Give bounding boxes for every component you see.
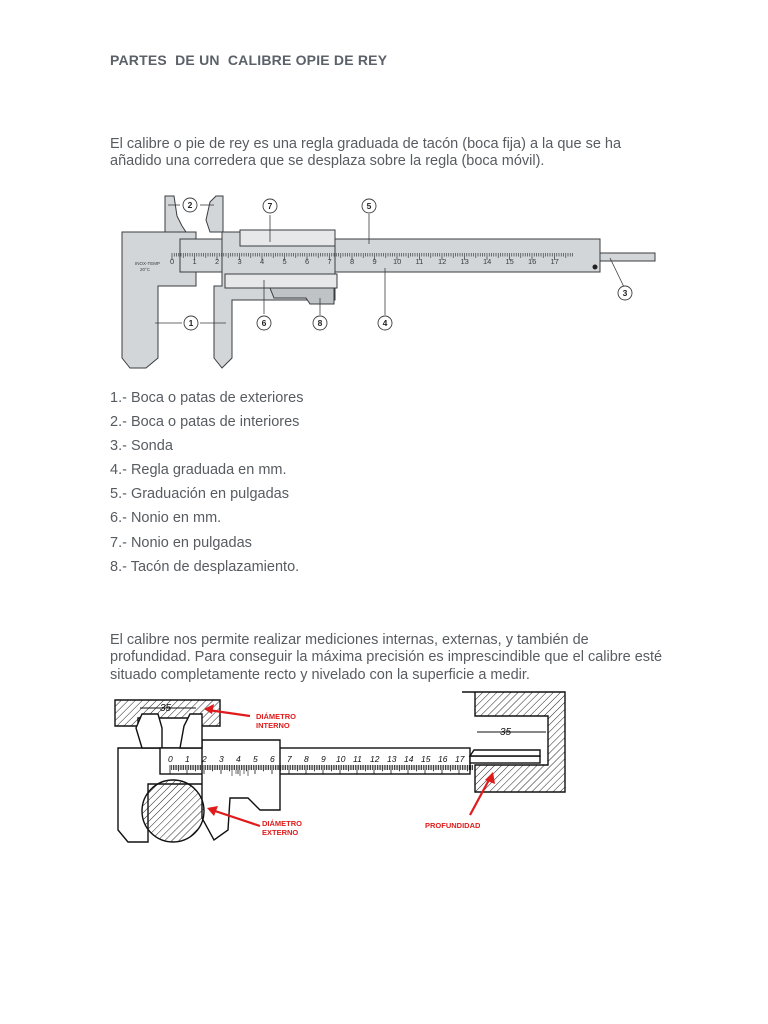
scale-number: 7 (327, 257, 332, 266)
dimension-right: 35 (500, 727, 512, 738)
scale-number: 13 (460, 257, 469, 266)
scale-number: 8 (304, 754, 309, 764)
scale-number: 15 (505, 257, 514, 266)
list-item: 1.- Boca o patas de exteriores (110, 390, 304, 406)
scale-number: 10 (336, 754, 346, 764)
list-item: 8.- Tacón de desplazamiento. (110, 558, 300, 575)
callout-2: 2 (187, 200, 193, 210)
scale-number: 14 (404, 754, 414, 764)
label-external-2: EXTERNO (262, 828, 299, 837)
scale-number: 3 (237, 257, 242, 266)
dimension-left: 35 (160, 703, 172, 714)
scale-number: 2 (215, 257, 220, 266)
scale-number: 6 (270, 754, 275, 764)
scale-number: 9 (321, 754, 326, 764)
callout-6: 6 (261, 318, 267, 328)
scale-number: 10 (393, 257, 402, 266)
label-internal-1: DIÁMETRO (256, 712, 296, 721)
scale-number: 4 (260, 257, 265, 266)
scale-number: 5 (253, 754, 258, 764)
scale-number: 17 (455, 754, 465, 764)
parts-list (110, 389, 303, 582)
scale-number: 14 (483, 257, 492, 266)
callout-4: 4 (382, 318, 388, 328)
list-item: 5.- Graduación en pulgadas (110, 486, 289, 503)
svg-text:INOX-TEMP: INOX-TEMP (135, 261, 161, 266)
scale-number: 3 (219, 754, 224, 764)
scale-number: 2 (202, 754, 207, 764)
caliper-parts-figure (110, 190, 670, 375)
label-external-1: DIÁMETRO (262, 819, 302, 828)
scale-number: 11 (353, 754, 362, 764)
svg-text:20°C: 20°C (140, 267, 151, 272)
scale-number: 8 (350, 257, 355, 266)
usage-paragraph: El calibre nos permite realizar mediciones internas, externas, y también de profundidad. Para conseguir la máxima precisión es imprescindible que el calibre esté situado completamente recto y nivelado con la superficie a medir. (110, 631, 663, 683)
scale-number: 9 (372, 257, 377, 266)
list-item: 6.- Nonio en mm. (110, 510, 222, 527)
scale-number: 1 (185, 754, 190, 764)
scale-number: 16 (528, 257, 537, 266)
intro-paragraph: El calibre o pie de rey es una regla graduada de tacón (boca fija) a la que se ha añadido una corredera que se desplaza sobre la regla (boca móvil). (110, 135, 622, 169)
callout-5: 5 (366, 201, 372, 211)
scale-number: 5 (282, 257, 287, 266)
scale-number: 0 (168, 754, 173, 764)
scale-number: 4 (236, 754, 241, 764)
scale-number: 17 (550, 257, 559, 266)
scale-number: 0 (170, 257, 175, 266)
scale-number: 15 (421, 754, 431, 764)
scale-number: 7 (287, 754, 292, 764)
scale-number: 16 (438, 754, 448, 764)
measurement-types-figure (110, 690, 580, 855)
page-title: PARTES DE UN CALIBRE OPIE DE REY (110, 52, 388, 68)
callout-1: 1 (188, 318, 194, 328)
scale-number: 11 (415, 257, 424, 266)
scale-number: 12 (370, 754, 380, 764)
scale-number: 6 (305, 257, 310, 266)
list-item: 2.- Boca o patas de interiores (110, 414, 300, 431)
label-internal-2: INTERNO (256, 721, 290, 730)
list-item: 3.- Sonda (110, 438, 173, 455)
callout-7: 7 (267, 201, 273, 211)
scale-number: 12 (438, 257, 447, 266)
list-item: 4.- Regla graduada en mm. (110, 462, 287, 479)
label-depth: PROFUNDIDAD (425, 821, 481, 830)
list-item: 7.- Nonio en pulgadas (110, 534, 252, 551)
scale-number: 13 (387, 754, 397, 764)
callout-3: 3 (622, 288, 628, 298)
callout-8: 8 (317, 318, 323, 328)
scale-number: 1 (192, 257, 197, 266)
